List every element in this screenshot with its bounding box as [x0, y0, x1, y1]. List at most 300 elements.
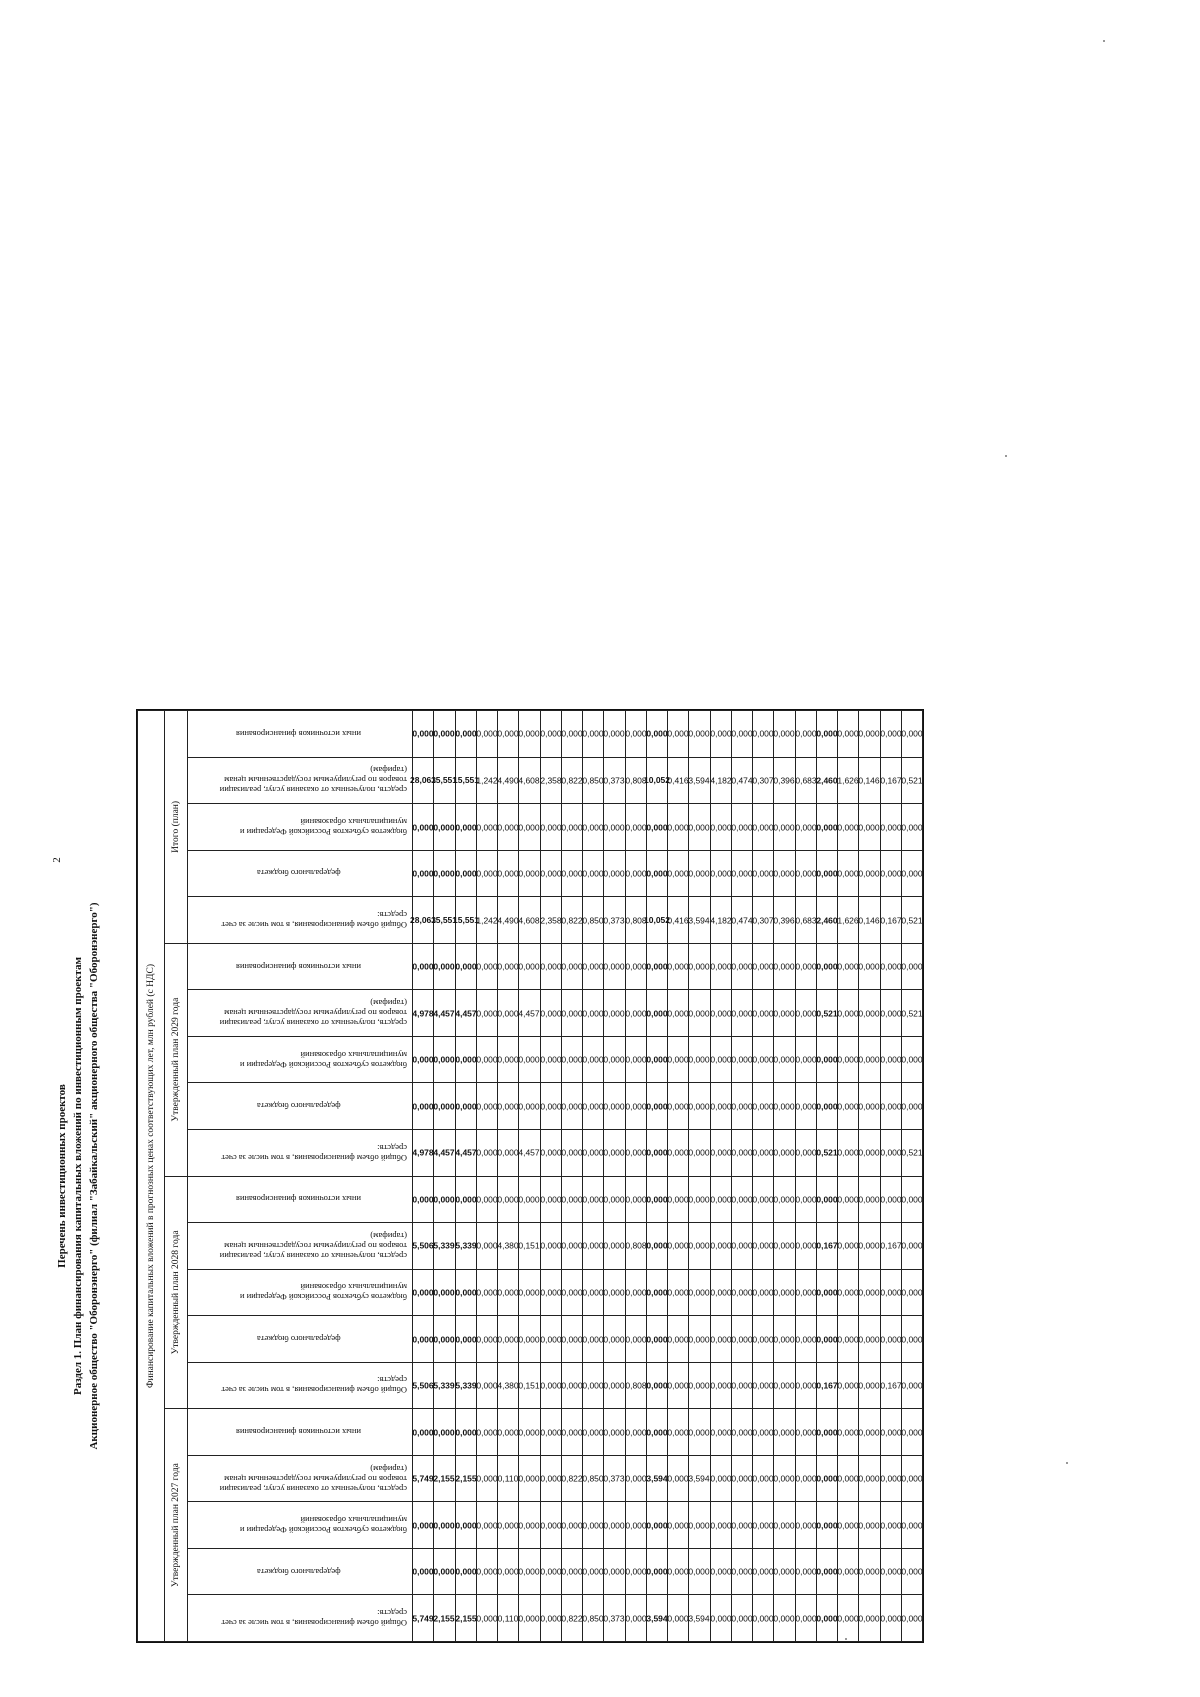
table-cell [604, 1223, 625, 1270]
table-cell [774, 1176, 795, 1223]
cell-value: 0,000 [667, 1520, 689, 1531]
table-cell [668, 1548, 689, 1595]
table-cell [646, 1129, 667, 1176]
table-cell [753, 1036, 774, 1083]
cell-value: 0,000 [837, 1194, 859, 1205]
table-cell [731, 1036, 752, 1083]
column-header-label: иных источников финансирования [236, 961, 362, 972]
cell-value: 0,000 [752, 1427, 774, 1438]
cell-value: 0,000 [603, 1566, 626, 1577]
table-cell [455, 1409, 476, 1456]
cell-value: 0,000 [539, 868, 562, 879]
cell-value: 0,808 [624, 915, 647, 926]
cell-value: 0,000 [476, 1008, 498, 1019]
table-cell [774, 1409, 795, 1456]
table-cell [498, 1409, 519, 1456]
financing-table [137, 710, 923, 1642]
table-cell [540, 804, 561, 851]
cell-value: 4,182 [709, 775, 732, 786]
cell-value: 0,000 [412, 961, 434, 972]
cell-value: 0,000 [709, 1101, 732, 1112]
table-cell [816, 804, 837, 851]
table-cell [731, 711, 752, 758]
scan-speck [1005, 455, 1007, 457]
table-cell [476, 1176, 497, 1223]
cell-value: 0,000 [412, 728, 434, 739]
table-row [413, 711, 434, 1642]
cell-value: 0,000 [518, 1520, 541, 1531]
table-cell [498, 1223, 519, 1270]
cell-value: 0,000 [603, 1101, 626, 1112]
table-cell [689, 1362, 710, 1409]
table-cell [859, 1548, 880, 1595]
cell-value: 0,000 [603, 961, 626, 972]
table-cell [413, 804, 434, 851]
column-header-label: Общий объем финансирования, в том числе за счет средств: [221, 1375, 407, 1396]
column-header-label: средств, полученных от оказания услуг, реализации товаров по регулируемым государственным ценам (тарифам) [219, 1230, 407, 1261]
cell-value: 0,000 [837, 1147, 859, 1158]
table-cell [753, 1548, 774, 1595]
cell-value: 0,000 [794, 1147, 817, 1158]
cell-value: 0,000 [667, 1008, 689, 1019]
table-cell [498, 943, 519, 990]
cell-value: 0,000 [731, 1473, 753, 1484]
table-cell [816, 897, 837, 944]
table-cell [774, 990, 795, 1037]
table-cell [774, 1362, 795, 1409]
table-cell [583, 711, 604, 758]
table-cell [901, 1548, 922, 1595]
cell-value: 0,000 [858, 1147, 881, 1158]
cell-value: 0,000 [773, 1054, 796, 1065]
table-row [838, 711, 859, 1642]
cell-value: 10,052 [643, 775, 670, 786]
table-body [410, 711, 923, 1642]
table-cell [498, 1036, 519, 1083]
table-cell [583, 990, 604, 1037]
cell-value: 0,000 [497, 1287, 519, 1298]
table-cell [561, 1083, 582, 1130]
cell-value: 0,000 [561, 1287, 583, 1298]
table-cell [774, 1083, 795, 1130]
cell-value: 0,000 [646, 1240, 668, 1251]
table-cell [731, 990, 752, 1037]
cell-value: 0,000 [837, 1520, 859, 1531]
table-cell [774, 804, 795, 851]
table-cell [561, 1129, 582, 1176]
cell-value: 0,000 [858, 1240, 881, 1251]
table-cell [668, 1362, 689, 1409]
table-cell [519, 1502, 540, 1549]
cell-value: 0,000 [646, 1333, 668, 1344]
cell-value: 4,380 [497, 1240, 519, 1251]
cell-value: 0,000 [816, 1101, 838, 1112]
table-cell [540, 943, 561, 990]
table-cell [519, 1223, 540, 1270]
table-cell [668, 850, 689, 897]
cell-value: 4,608 [518, 775, 541, 786]
table-cell [816, 943, 837, 990]
table-cell [561, 897, 582, 944]
table-cell [753, 850, 774, 897]
cell-value: 0,000 [497, 1147, 519, 1158]
column-header [188, 1129, 413, 1176]
cell-value: 0,000 [603, 868, 626, 879]
cell-value: 0,000 [858, 868, 881, 879]
cell-value: 0,000 [773, 1147, 796, 1158]
table-cell [519, 1362, 540, 1409]
table-cell [753, 1129, 774, 1176]
cell-value: 0,000 [901, 1380, 923, 1391]
cell-value: 0,000 [879, 1287, 902, 1298]
table-cell [668, 1083, 689, 1130]
table-cell [774, 1223, 795, 1270]
cell-value: 1,242 [476, 915, 498, 926]
cell-value: 0,000 [497, 961, 519, 972]
table-cell [795, 943, 816, 990]
cell-value: 0,000 [646, 868, 668, 879]
cell-value: 0,000 [476, 1287, 498, 1298]
cell-value: 0,000 [582, 1054, 604, 1065]
cell-value: 0,000 [879, 1520, 902, 1531]
cell-value: 0,000 [433, 1427, 456, 1438]
table-cell [455, 1595, 476, 1642]
table-cell [816, 711, 837, 758]
cell-value: 0,000 [816, 1473, 838, 1484]
table-cell [434, 943, 455, 990]
table-cell [901, 1083, 922, 1130]
table-cell [689, 1129, 710, 1176]
cell-value: 0,000 [624, 1613, 647, 1624]
table-cell [583, 1362, 604, 1409]
table-cell [561, 990, 582, 1037]
table-cell [816, 1223, 837, 1270]
cell-value: 0,000 [901, 1427, 923, 1438]
column-header-label: Общий объем финансирования, в том числе за счет средств: [221, 1142, 407, 1163]
cell-value: 0,000 [624, 1566, 647, 1577]
table-cell [413, 1409, 434, 1456]
table-cell [710, 1176, 731, 1223]
column-header-label: бюджетов субъектов Российской Федерации и муниципальных образований [239, 1515, 407, 1536]
table-cell [838, 1176, 859, 1223]
cell-value: 0,000 [454, 1287, 477, 1298]
table-cell [604, 1595, 625, 1642]
table-cell [731, 897, 752, 944]
table-cell [583, 1223, 604, 1270]
cell-value: 0,000 [518, 1054, 541, 1065]
cell-value: 0,000 [773, 868, 796, 879]
table-cell [838, 1362, 859, 1409]
cell-value: 15,551 [452, 915, 479, 926]
cell-value: 0,000 [731, 1240, 753, 1251]
cell-value: 0,000 [624, 1194, 647, 1205]
cell-value: 0,000 [518, 1566, 541, 1577]
column-header-label: федерального бюджета [257, 1333, 341, 1344]
table-cell [668, 1129, 689, 1176]
cell-value: 0,000 [624, 868, 647, 879]
table-cell [838, 990, 859, 1037]
cell-value: 0,000 [476, 1613, 498, 1624]
cell-value: 0,000 [837, 1054, 859, 1065]
cell-value: 0,000 [497, 1520, 519, 1531]
table-cell [604, 1176, 625, 1223]
table-cell [838, 1502, 859, 1549]
table-cell [646, 990, 667, 1037]
table-cell [795, 1316, 816, 1363]
cell-value: 0,000 [773, 1008, 796, 1019]
column-header-label: иных источников финансирования [236, 728, 362, 739]
column-header-row [188, 711, 413, 1642]
table-cell [434, 990, 455, 1037]
table-cell [816, 1083, 837, 1130]
table-cell [901, 1269, 922, 1316]
table-cell [795, 1129, 816, 1176]
table-cell [816, 1548, 837, 1595]
table-cell [413, 1316, 434, 1363]
table-cell [646, 804, 667, 851]
table-cell [561, 1223, 582, 1270]
cell-value: 0,000 [688, 1333, 711, 1344]
cell-value: 0,000 [731, 1194, 753, 1205]
cell-value: 0,000 [816, 1054, 838, 1065]
table-cell [880, 897, 901, 944]
table-cell [434, 850, 455, 897]
cell-value: 0,167 [879, 1240, 902, 1251]
cell-value: 0,000 [816, 1194, 838, 1205]
table-cell [625, 990, 646, 1037]
cell-value: 0,000 [646, 821, 668, 832]
cell-value: 0,000 [858, 1613, 881, 1624]
cell-value: 0,000 [667, 1380, 689, 1391]
table-cell [413, 1502, 434, 1549]
table-cell [519, 1455, 540, 1502]
table-row [519, 711, 540, 1642]
table-cell [583, 943, 604, 990]
table-cell [816, 850, 837, 897]
cell-value: 0,000 [539, 1380, 562, 1391]
table-cell [413, 1548, 434, 1595]
table-cell [434, 1223, 455, 1270]
cell-value: 4,182 [709, 915, 732, 926]
table-cell [816, 1362, 837, 1409]
table-row [561, 711, 582, 1642]
table-cell [901, 1362, 922, 1409]
table-cell [859, 1502, 880, 1549]
cell-value: 4,608 [518, 915, 541, 926]
cell-value: 3,594 [646, 1473, 668, 1484]
table-cell [731, 1176, 752, 1223]
cell-value: 0,521 [816, 1147, 838, 1158]
cell-value: 4,380 [497, 1380, 519, 1391]
table-cell [604, 1269, 625, 1316]
cell-value: 0,000 [518, 868, 541, 879]
cell-value: 0,000 [773, 821, 796, 832]
table-cell [540, 757, 561, 804]
table-banner: Финансирование капитальных вложений в прогнозных ценах соответствующих лет, млн рублей (с НДС) [138, 711, 165, 1642]
table-cell [731, 1548, 752, 1595]
cell-value: 0,000 [603, 1054, 626, 1065]
cell-value: 0,000 [752, 1613, 774, 1624]
table-cell [646, 1083, 667, 1130]
table-cell [753, 711, 774, 758]
cell-value: 0,000 [731, 1520, 753, 1531]
cell-value: 0,000 [752, 1566, 774, 1577]
table-cell [689, 1223, 710, 1270]
cell-value: 0,373 [603, 915, 626, 926]
cell-value: 0,000 [412, 1333, 434, 1344]
cell-value: 3,594 [646, 1613, 668, 1624]
cell-value: 0,000 [561, 1520, 583, 1531]
column-header [188, 1223, 413, 1270]
table-cell [498, 990, 519, 1037]
cell-value: 0,000 [497, 728, 519, 739]
cell-value: 0,000 [731, 728, 753, 739]
cell-value: 0,000 [901, 728, 923, 739]
cell-value: 0,000 [518, 1194, 541, 1205]
table-cell [583, 850, 604, 897]
cell-value: 0,000 [816, 868, 838, 879]
cell-value: 4,490 [497, 915, 519, 926]
cell-value: 0,000 [582, 868, 604, 879]
cell-value: 0,000 [646, 1287, 668, 1298]
cell-value: 0,000 [858, 1333, 881, 1344]
table-row [498, 711, 519, 1642]
table-cell [731, 1595, 752, 1642]
table-cell [689, 1455, 710, 1502]
column-header-label: бюджетов субъектов Российской Федерации и муниципальных образований [239, 1049, 407, 1070]
cell-value: 0,000 [539, 1520, 562, 1531]
table-cell [774, 1316, 795, 1363]
cell-value: 0,000 [667, 1194, 689, 1205]
period-header: Утвержденный план 2028 года [165, 1176, 188, 1409]
table-cell [643, 897, 670, 944]
cell-value: 0,000 [837, 1613, 859, 1624]
table-cell [646, 1409, 667, 1456]
cell-value: 0,808 [624, 1380, 647, 1391]
cell-value: 0,000 [837, 1380, 859, 1391]
table-cell [434, 804, 455, 851]
cell-value: 0,000 [518, 1613, 541, 1624]
cell-value: 0,000 [858, 1473, 881, 1484]
cell-value: 0,000 [794, 728, 817, 739]
cell-value: 0,000 [858, 1008, 881, 1019]
period-header-row [165, 711, 188, 1642]
table-cell [434, 711, 455, 758]
cell-value: 0,000 [837, 1427, 859, 1438]
column-header [188, 1083, 413, 1130]
table-cell [498, 1595, 519, 1642]
table-cell [413, 1176, 434, 1223]
cell-value: 0,000 [667, 821, 689, 832]
cell-value: 0,000 [709, 1613, 732, 1624]
cell-value: 0,000 [731, 1380, 753, 1391]
table-cell [625, 1083, 646, 1130]
table-cell [901, 711, 922, 758]
cell-value: 0,000 [412, 1520, 434, 1531]
table-cell [859, 1595, 880, 1642]
table-cell [519, 1129, 540, 1176]
table-cell [795, 897, 816, 944]
table-cell [753, 897, 774, 944]
cell-value: 0,000 [646, 1054, 668, 1065]
table-cell [646, 1036, 667, 1083]
table-cell [498, 1176, 519, 1223]
cell-value: 0,167 [879, 915, 902, 926]
table-cell [880, 1176, 901, 1223]
table-cell [455, 990, 476, 1037]
table-cell [774, 711, 795, 758]
cell-value: 0,000 [731, 1566, 753, 1577]
cell-value: 0,000 [624, 728, 647, 739]
cell-value: 0,000 [646, 1147, 668, 1158]
table-cell [689, 943, 710, 990]
table-cell [625, 1176, 646, 1223]
table-cell [753, 943, 774, 990]
cell-value: 0,000 [582, 728, 604, 739]
table-row [710, 711, 731, 1642]
table-cell [710, 1269, 731, 1316]
table-cell [540, 1316, 561, 1363]
table-cell [753, 1502, 774, 1549]
table-cell [689, 850, 710, 897]
cell-value: 0,000 [667, 1240, 689, 1251]
table-cell [795, 1083, 816, 1130]
cell-value: 0,000 [412, 1054, 434, 1065]
table-cell [434, 1176, 455, 1223]
cell-value: 0,000 [837, 868, 859, 879]
cell-value: 0,000 [688, 1287, 711, 1298]
scan-speck [1066, 1462, 1068, 1464]
table-cell [816, 757, 837, 804]
table-cell [838, 897, 859, 944]
cell-value: 0,000 [709, 961, 732, 972]
table-cell [731, 1269, 752, 1316]
cell-value: 0,000 [752, 728, 774, 739]
table-cell [710, 1409, 731, 1456]
cell-value: 0,000 [454, 868, 477, 879]
cell-value: 0,000 [858, 1054, 881, 1065]
table-cell [689, 1036, 710, 1083]
table-cell [880, 943, 901, 990]
cell-value: 0,000 [624, 1427, 647, 1438]
cell-value: 0,000 [794, 1287, 817, 1298]
cell-value: 0,000 [561, 1147, 583, 1158]
table-cell [540, 1129, 561, 1176]
table-cell [731, 804, 752, 851]
cell-value: 0,146 [858, 915, 881, 926]
cell-value: 0,000 [837, 1101, 859, 1112]
period-header: Утвержденный план 2027 года [165, 1409, 188, 1642]
table-cell [583, 1176, 604, 1223]
table-row [476, 711, 497, 1642]
cell-value: 0,000 [731, 1333, 753, 1344]
table-cell [838, 1036, 859, 1083]
column-header-label: средств, полученных от оказания услуг, реализации товаров по регулируемым государственным ценам (тарифам) [219, 1463, 407, 1494]
table-cell [540, 990, 561, 1037]
cell-value: 4,457 [518, 1008, 541, 1019]
cell-value: 0,000 [816, 1427, 838, 1438]
table-cell [859, 943, 880, 990]
cell-value: 2,460 [816, 775, 838, 786]
table-cell [816, 1316, 837, 1363]
table-cell [498, 757, 519, 804]
table-cell [795, 1409, 816, 1456]
cell-value: 0,000 [752, 1008, 774, 1019]
cell-value: 28,063 [410, 915, 437, 926]
cell-value: 0,000 [667, 961, 689, 972]
cell-value: 0,000 [476, 868, 498, 879]
cell-value: 4,457 [454, 1008, 477, 1019]
